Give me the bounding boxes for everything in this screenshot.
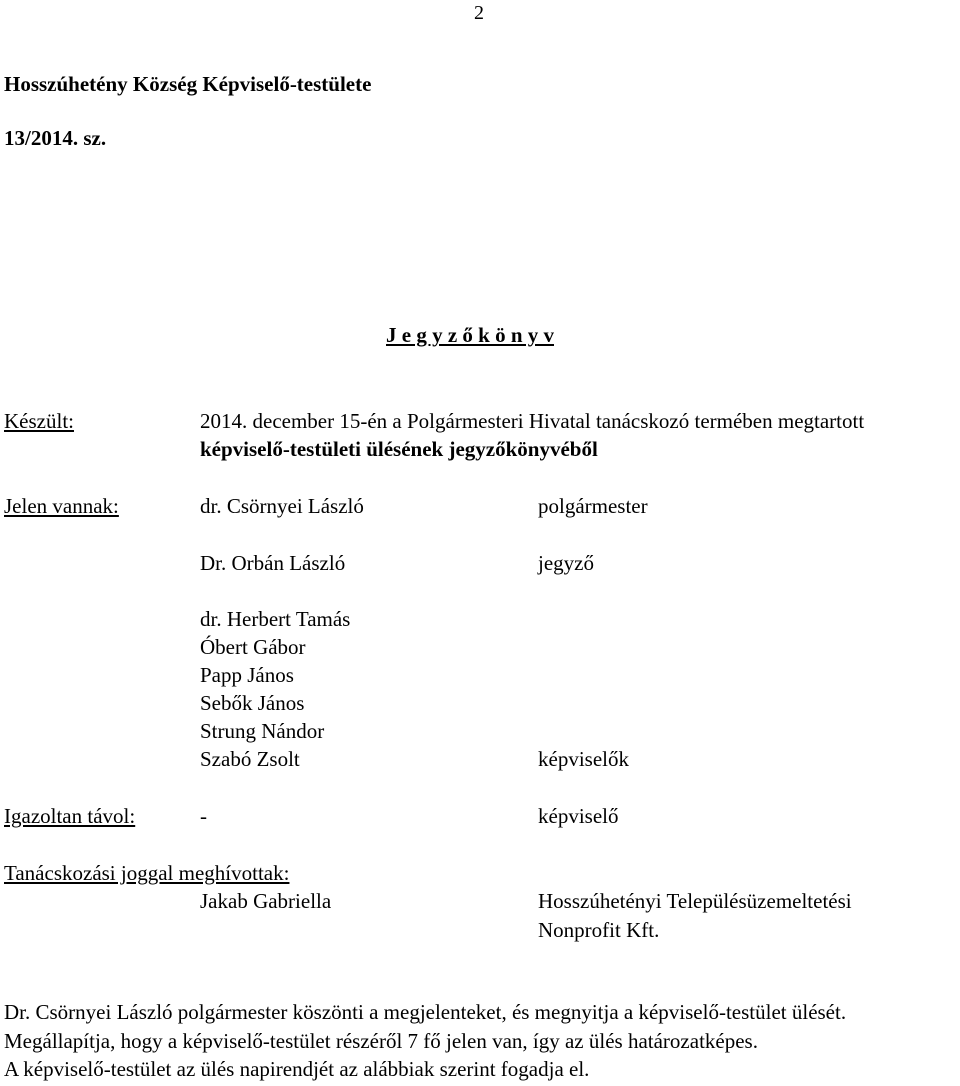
representative-name: dr. Herbert Tamás xyxy=(200,607,351,631)
resolution-number: 13/2014. sz. xyxy=(4,126,107,150)
made-label: Készült: xyxy=(4,409,74,433)
representative-name: Sebők János xyxy=(200,691,305,715)
body-paragraph: Megállapítja, hogy a képviselő-testület részéről 7 fő jelen van, így az ülés határozatképes. xyxy=(4,1029,758,1053)
council-name: Hosszúhetény Község Képviselő-testülete xyxy=(4,72,372,96)
representative-name: Papp János xyxy=(200,663,294,687)
representative-name: Szabó Zsolt xyxy=(200,747,300,771)
made-line-1: 2014. december 15-én a Polgármesteri Hivatal tanácskozó termében megtartott xyxy=(200,409,865,433)
representative-name: Óbert Gábor xyxy=(200,635,306,659)
body-paragraph: Dr. Csörnyei László polgármester köszönti a megjelenteket, és megnyitja a képviselő-testület ülését. xyxy=(4,1000,847,1024)
made-line-2: képviselő-testületi ülésének jegyzőkönyvéből xyxy=(200,437,598,461)
present-label xyxy=(4,493,119,520)
invited-name: Jakab Gabriella xyxy=(200,889,332,913)
body-paragraph: A képviselő-testület az ülés napirendjét az alábbiak szerint fogadja el. xyxy=(4,1057,590,1081)
mayor-name: dr. Csörnyei László xyxy=(200,494,364,518)
notary-name: Dr. Orbán László xyxy=(200,551,346,575)
invited-org-line-1: Hosszúhetényi Településüzemeltetési xyxy=(538,889,852,913)
mayor-role: polgármester xyxy=(538,494,648,518)
representatives-list xyxy=(200,605,350,773)
representative-name: Strung Nándor xyxy=(200,719,325,743)
invited-label xyxy=(4,860,289,887)
present-label-text: Jelen vannak: xyxy=(4,494,119,518)
absent-value: - xyxy=(200,804,207,828)
absent-label-text: Igazoltan távol: xyxy=(4,804,136,828)
absent-label xyxy=(4,803,135,830)
invited-label-text: Tanácskozási joggal meghívottak: xyxy=(4,861,290,885)
absent-role: képviselő xyxy=(538,804,619,828)
document-title: J e g y z ő k ö n y v xyxy=(386,323,554,347)
page-number: 2 xyxy=(474,2,484,24)
notary-role: jegyző xyxy=(538,551,594,575)
representatives-role: képviselők xyxy=(538,747,629,771)
invited-org-line-2: Nonprofit Kft. xyxy=(538,918,660,942)
